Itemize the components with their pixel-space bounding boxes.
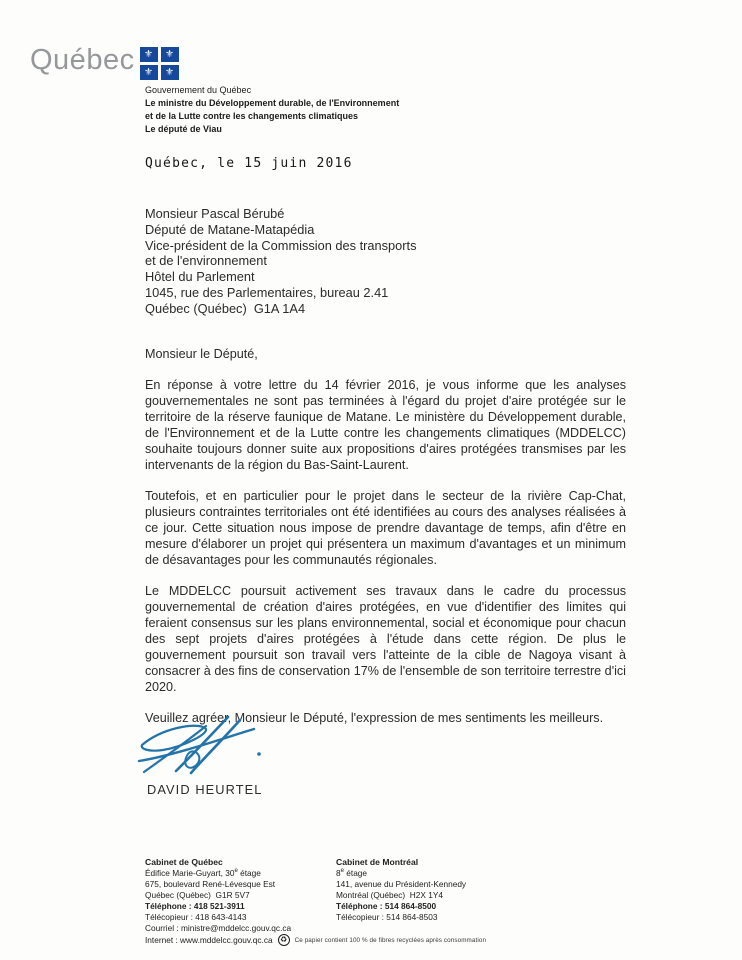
paragraph-2: Toutefois, et en particulier pour le projet dans le secteur de la rivière Cap-Chat, plusieurs contraintes territoriales ont été identifiées au cours des analyses réalisées à ce jour. Cette situation nous impose de prendre davantage de temps, afin d'être en mesure d'élaborer un projet qui présentera un maximum d'avantages et un minimum de désavantages pour les communautés régionales. [145, 489, 626, 567]
flag-square [161, 47, 179, 62]
letterhead-government: Gouvernement du Québec [145, 85, 252, 95]
recipient-line: et de l'environnement [145, 253, 267, 269]
paragraph-3: Le MDDELCC poursuit activement ses travaux dans le cadre du processus gouvernemental de création d'aires protégées, en vue d'identifier des limites qui feraient consensus sur les plans environnemental, social et économique pour chacun des sept projets d'aires protégées à l'étude dans cette région. De plus le gouvernement poursuit son travail vers l'atteinte de la cible de Nagoya visant à consacrer à des fins de conservation 17% de l'ensemble de son territoire terrestre d'ici 2020. [145, 584, 626, 694]
building-text-end: étage [237, 868, 261, 878]
signature [136, 714, 268, 778]
flag-square [161, 65, 179, 80]
letterhead-deputy-title: Le député de Viau [145, 124, 222, 134]
building-text: Édifice Marie-Guyart, 30 [145, 868, 235, 878]
footer-address-line: 675, boulevard René-Lévesque Est [145, 879, 276, 889]
paragraph-1: En réponse à votre lettre du 14 février 2016, je vous informe que les analyses gouvernementales ne sont pas terminées à l'égard du projet d'aire protégée sur le territoire de la réserve faunique de Matane. Le ministère du Développement durable, de l'Environnement et de la Lutte contre les changements climatiques (MDDELCC) souhaite toujours donner suite aux propositions d'aires protégées transmises par les intervenants de la région du Bas-Saint-Laurent. [145, 378, 626, 472]
date-line: Québec, le 15 juin 2016 [145, 156, 353, 171]
recycled-paper-icon: ♻ [278, 934, 290, 946]
recipient-line: Hôtel du Parlement [145, 269, 255, 285]
footer-office-title: Cabinet de Montréal [336, 857, 419, 867]
flag-square [140, 47, 158, 62]
letterhead-minister-title-1: Le ministre du Développement durable, de l'Environnement [145, 98, 400, 108]
fleur-de-lis-icon: ⚜ [165, 49, 175, 60]
floor-superscript: e [340, 868, 344, 875]
quebec-wordmark: Québec [30, 44, 135, 76]
fleur-de-lis-icon: ⚜ [144, 49, 154, 60]
footer-email-line: Courriel : ministre@mddelcc.gouv.qc.ca [145, 923, 292, 933]
footer-address-line: 141, avenue du Président-Kennedy [336, 879, 467, 889]
fleur-de-lis-icon: ⚜ [144, 67, 154, 78]
footer-floor-line [336, 868, 466, 879]
fleur-de-lis-icon: ⚜ [165, 67, 175, 78]
floor-text-end: étage [343, 868, 368, 878]
footer-phone-line: Téléphone : 418 521-3911 [145, 901, 245, 911]
footer-web-text: Internet : www.mddelcc.gouv.qc.ca [145, 934, 273, 945]
footer-city-line: Montréal (Québec) H2X 1Y4 [336, 890, 443, 900]
footer-montreal-office [336, 857, 466, 946]
footer-building-line [145, 868, 336, 879]
closing-line: Veuillez agréer, Monsieur le Député, l'expression de mes sentiments les meilleurs. [145, 711, 604, 725]
recipient-address [145, 206, 416, 317]
flag-square [140, 65, 158, 80]
footer-fax-line: Télécopieur : 514 864-8503 [336, 912, 438, 922]
footer-city-line: Québec (Québec) G1R 5V7 [145, 890, 250, 900]
salutation: Monsieur le Député, [145, 347, 258, 361]
letter-body [145, 346, 626, 726]
signatory-name: DAVID HEURTEL [147, 782, 263, 797]
recipient-line: Vice-président de la Commission des transports [145, 237, 417, 253]
letterhead [145, 84, 399, 136]
footer-office-title: Cabinet de Québec [145, 857, 223, 867]
building-superscript: e [234, 868, 238, 875]
recipient-name: Monsieur Pascal Bérubé [145, 206, 285, 221]
footer [145, 857, 487, 946]
recipient-line: 1045, rue des Parlementaires, bureau 2.41 [145, 284, 389, 300]
letterhead-minister-title-2: et de la Lutte contre les changements climatiques [145, 111, 359, 121]
recycled-paper-note: Ce papier contient 100 % de fibres recyclées après consommation [294, 936, 487, 944]
recipient-line: Québec (Québec) G1A 1A4 [145, 300, 306, 316]
quebec-logo [30, 42, 179, 80]
recipient-line: Député de Matane-Matapédia [145, 221, 315, 237]
footer-fax-line: Télécopieur : 418 643-4143 [145, 912, 247, 922]
footer-phone-line: Téléphone : 514 864-8500 [336, 901, 437, 911]
floor-text: 8 [336, 868, 341, 878]
quebec-flag-icon [140, 47, 179, 80]
